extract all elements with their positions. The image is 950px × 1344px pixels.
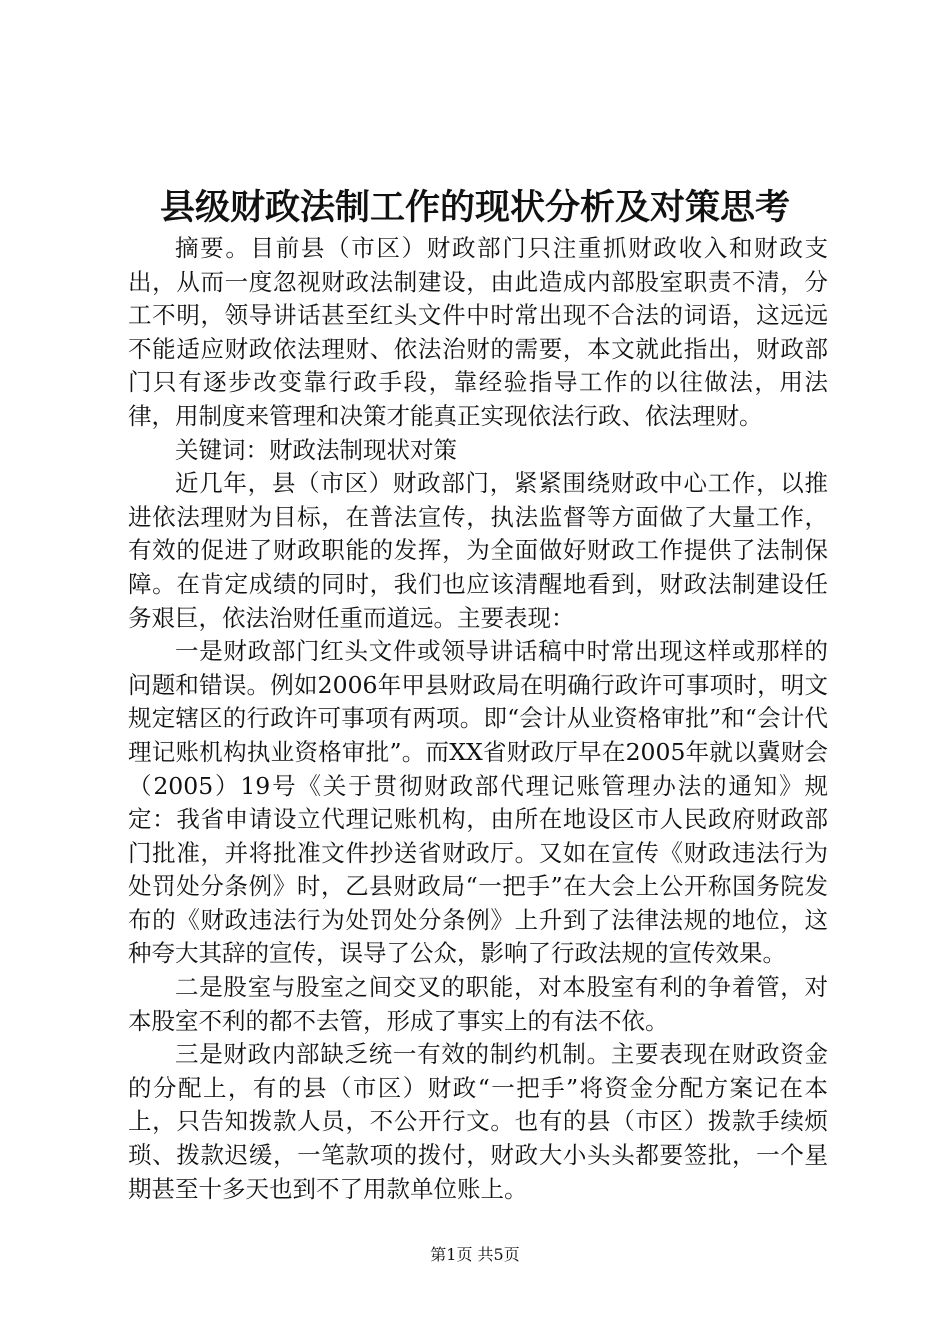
keywords-paragraph: 关键词：财政法制现状对策 [175,435,457,464]
body-paragraph: 二是股室与股室之间交叉的职能，对本股室有利的争着管，对本股室不利的都不去管，形成了事实上的有法不依。 [128,973,828,1035]
abstract-paragraph: 摘要。目前县（市区）财政部门只注重抓财政收入和财政支出，从而一度忽视财政法制建设，由此造成内部股室职责不清，分工不明，领导讲话甚至红头文件中时常出现不合法的词语，这远远不能适应财政依法理财、依法治财的需要，本文就此指出，财政部门只有逐步改变靠行政手段，靠经验指导工作的以往做法，用法律，用制度来管理和决策才能真正实现依法行政、依法理财。 [128,234,828,430]
body-paragraph: 近几年，县（市区）财政部门，紧紧围绕财政中心工作，以推进依法理财为目标，在普法宣传，执法监督等方面做了大量工作，有效的促进了财政职能的发挥，为全面做好财政工作提供了法制保障。在肯定成绩的同时，我们也应该清醒地看到，财政法制建设任务艰巨，依法治财任重而道远。主要表现： [128,469,828,632]
body-paragraph: 三是财政内部缺乏统一有效的制约机制。主要表现在财政资金的分配上，有的县（市区）财政“一把手”将资金分配方案记在本上，只告知拨款人员，不公开行文。也有的县（市区）拨款手续烦琐、拨款迟缓，一笔款项的拨付，财政大小头头都要签批，一个星期甚至十多天也到不了用款单位账上。 [128,1040,828,1203]
document-body [128,232,828,1206]
body-paragraph: 一是财政部门红头文件或领导讲话稿中时常出现这样或那样的问题和错误。例如2006年甲县财政局在明确行政许可事项时，明文规定辖区的行政许可事项有两项。即“会计从业资格审批”和“会计代理记账机构执业资格审批”。而XX省财政厅早在2005年就以冀财会（2005）19号《关于贯彻财政部代理记账管理办法的通知》规定：我省申请设立代理记账机构，由所在地设区市人民政府财政部门批准，并将批准文件抄送省财政厅。又如在宣传《财政违法行为处罚处分条例》时，乙县财政局“一把手”在大会上公开称国务院发布的《财政违法行为处罚处分条例》上升到了法律法规的地位，这种夸大其辞的宣传，误导了公众，影响了行政法规的宣传效果。 [128,637,828,968]
page-footer: 第1页 共5页 [430,1245,520,1264]
document-title: 县级财政法制工作的现状分析及对策思考 [159,187,790,228]
